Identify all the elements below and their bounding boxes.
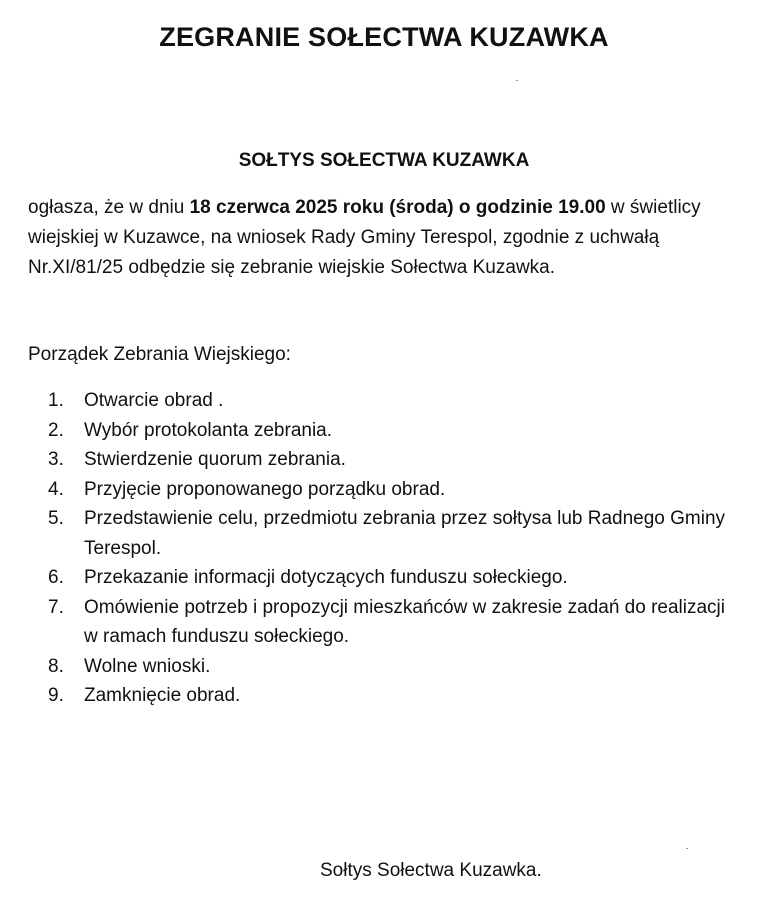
agenda-item-text: Przekazanie informacji dotyczących funduszu sołeckiego. [84,567,568,588]
agenda-item [48,681,728,711]
agenda-item-number: 4. [48,478,64,500]
agenda-item-text: Otwarcie obrad . [84,390,224,411]
agenda-item [48,593,728,652]
agenda-item [48,445,728,475]
agenda-item-text: Wybór protokolanta zebrania. [84,419,333,441]
agenda-item [48,416,728,446]
agenda-item-number: 3. [48,449,64,470]
document-subtitle: SOŁTYS SOŁECTWA KUZAWKA [238,150,530,171]
agenda-item-number: 9. [48,685,64,706]
agenda-item [48,563,728,593]
agenda-item [48,652,728,682]
agenda-item-text: Stwierdzenie quorum zebrania. [84,449,346,470]
agenda-item-number: 7. [48,596,64,618]
announcement-date: 18 czerwca 2025 roku (środa) o godzinie 19.00 [189,197,606,218]
scan-speck [686,848,688,849]
agenda-item [48,504,728,563]
agenda-item-text: Przyjęcie proponowanego porządku obrad. [84,478,446,500]
announcement-paragraph [28,193,748,283]
agenda-item-number: 5. [48,508,64,529]
agenda-item-number: 6. [48,567,64,588]
agenda-heading: Porządek Zebrania Wiejskiego: [28,344,291,365]
agenda-item-number: 1. [48,390,64,411]
document-title: ZEGRANIE SOŁECTWA KUZAWKA [159,22,609,52]
agenda-item [48,386,728,416]
scan-speck [516,80,518,81]
agenda-item-text: Omówienie potrzeb i propozycji mieszkańców w zakresie zadań do realizacji w ramach funduszu sołeckiego. [84,596,725,647]
agenda-item-text: Zamknięcie obrad. [84,685,241,706]
agenda-item-number: 8. [48,655,64,677]
agenda-item [48,475,728,505]
announcement-part1: ogłasza, że w dniu [28,197,190,218]
agenda-list [48,386,728,711]
agenda-item-text: Wolne wnioski. [84,655,211,677]
agenda-item-text: Przedstawienie celu, przedmiotu zebrania przez sołtysa lub Radnego Gminy Terespol. [84,508,726,559]
announcement-part2: w świetlicy wiejskiej w Kuzawce, na wniosek Rady Gminy Terespol, zgodnie z uchwałą Nr.XI/81/25 odbędzie się zebranie wiejskie Sołectwa Kuzawka. [28,197,701,278]
signature: Sołtys Sołectwa Kuzawka. [320,860,542,881]
agenda-item-number: 2. [48,419,64,441]
